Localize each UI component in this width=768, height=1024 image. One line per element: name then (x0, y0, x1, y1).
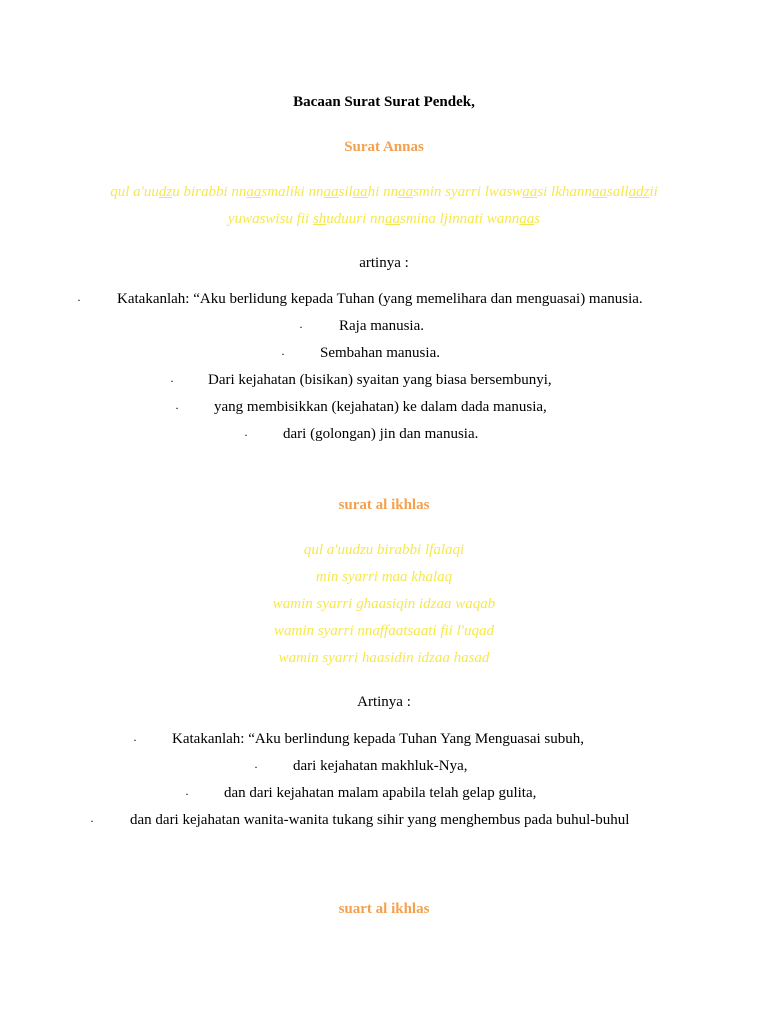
meaning-line: dari kejahatan makhluk-Nya, (293, 758, 468, 774)
bullet: · (299, 320, 303, 334)
meaning-line: Katakanlah: “Aku berlindung kepada Tuhan Yang Menguasai subuh, (172, 731, 585, 747)
latin-line: wamin syarri ghaasiqin idzaa waqab (272, 596, 496, 612)
meaning-line: Sembahan manusia. (320, 345, 440, 361)
latin-line: wamin syarri nnaffaatsaati fii l'uqad (274, 623, 494, 639)
latin-line: wamin syarri haasidin idzaa hasad (278, 650, 490, 666)
latin-line: qul a'uudzu birabbi lfalaqi (303, 542, 465, 558)
latin-line: qul a'uudzu birabbi nnaasmaliki nnaasilaahi nnaasmin syarri lwaswaasi lkhannaasalladzii (110, 184, 658, 200)
latin-line: min syarri maa khalaq (315, 569, 453, 585)
meaning-line: dan dari kejahatan wanita-wanita tukang sihir yang menghembus pada buhul-buhul (130, 812, 630, 828)
bullet: · (170, 374, 174, 388)
meaning-line: dan dari kejahatan malam apabila telah gelap gulita, (224, 785, 537, 801)
meaning-line: yang membisikkan (kejahatan) ke dalam dada manusia, (214, 399, 547, 415)
bullet: · (254, 760, 258, 774)
meaning-line: Raja manusia. (339, 318, 424, 334)
bullet: · (77, 293, 81, 307)
bullet: · (185, 787, 189, 801)
meaning-line: Katakanlah: “Aku berlidung kepada Tuhan (yang memelihara dan menguasai) manusia. (117, 291, 643, 307)
bullet: · (133, 733, 137, 747)
artinya-label: artinya : (359, 255, 409, 271)
bullet: · (281, 347, 285, 361)
bullet: · (175, 401, 179, 415)
bullet: · (90, 814, 94, 828)
artinya-label: Artinya : (357, 694, 411, 710)
meaning-line: dari (golongan) jin dan manusia. (283, 426, 479, 442)
section-heading-ikhlas-2: suart al ikhlas (338, 901, 430, 917)
bullet: · (244, 428, 248, 442)
page-title: Bacaan Surat Surat Pendek, (293, 94, 475, 110)
section-heading-annas: Surat Annas (344, 139, 424, 155)
meaning-line: Dari kejahatan (bisikan) syaitan yang biasa bersembunyi, (208, 372, 552, 388)
section-heading-ikhlas: surat al ikhlas (338, 497, 430, 513)
latin-line: yuwaswisu fii shuduuri nnaasmina ljinnati wannaas (227, 211, 541, 227)
